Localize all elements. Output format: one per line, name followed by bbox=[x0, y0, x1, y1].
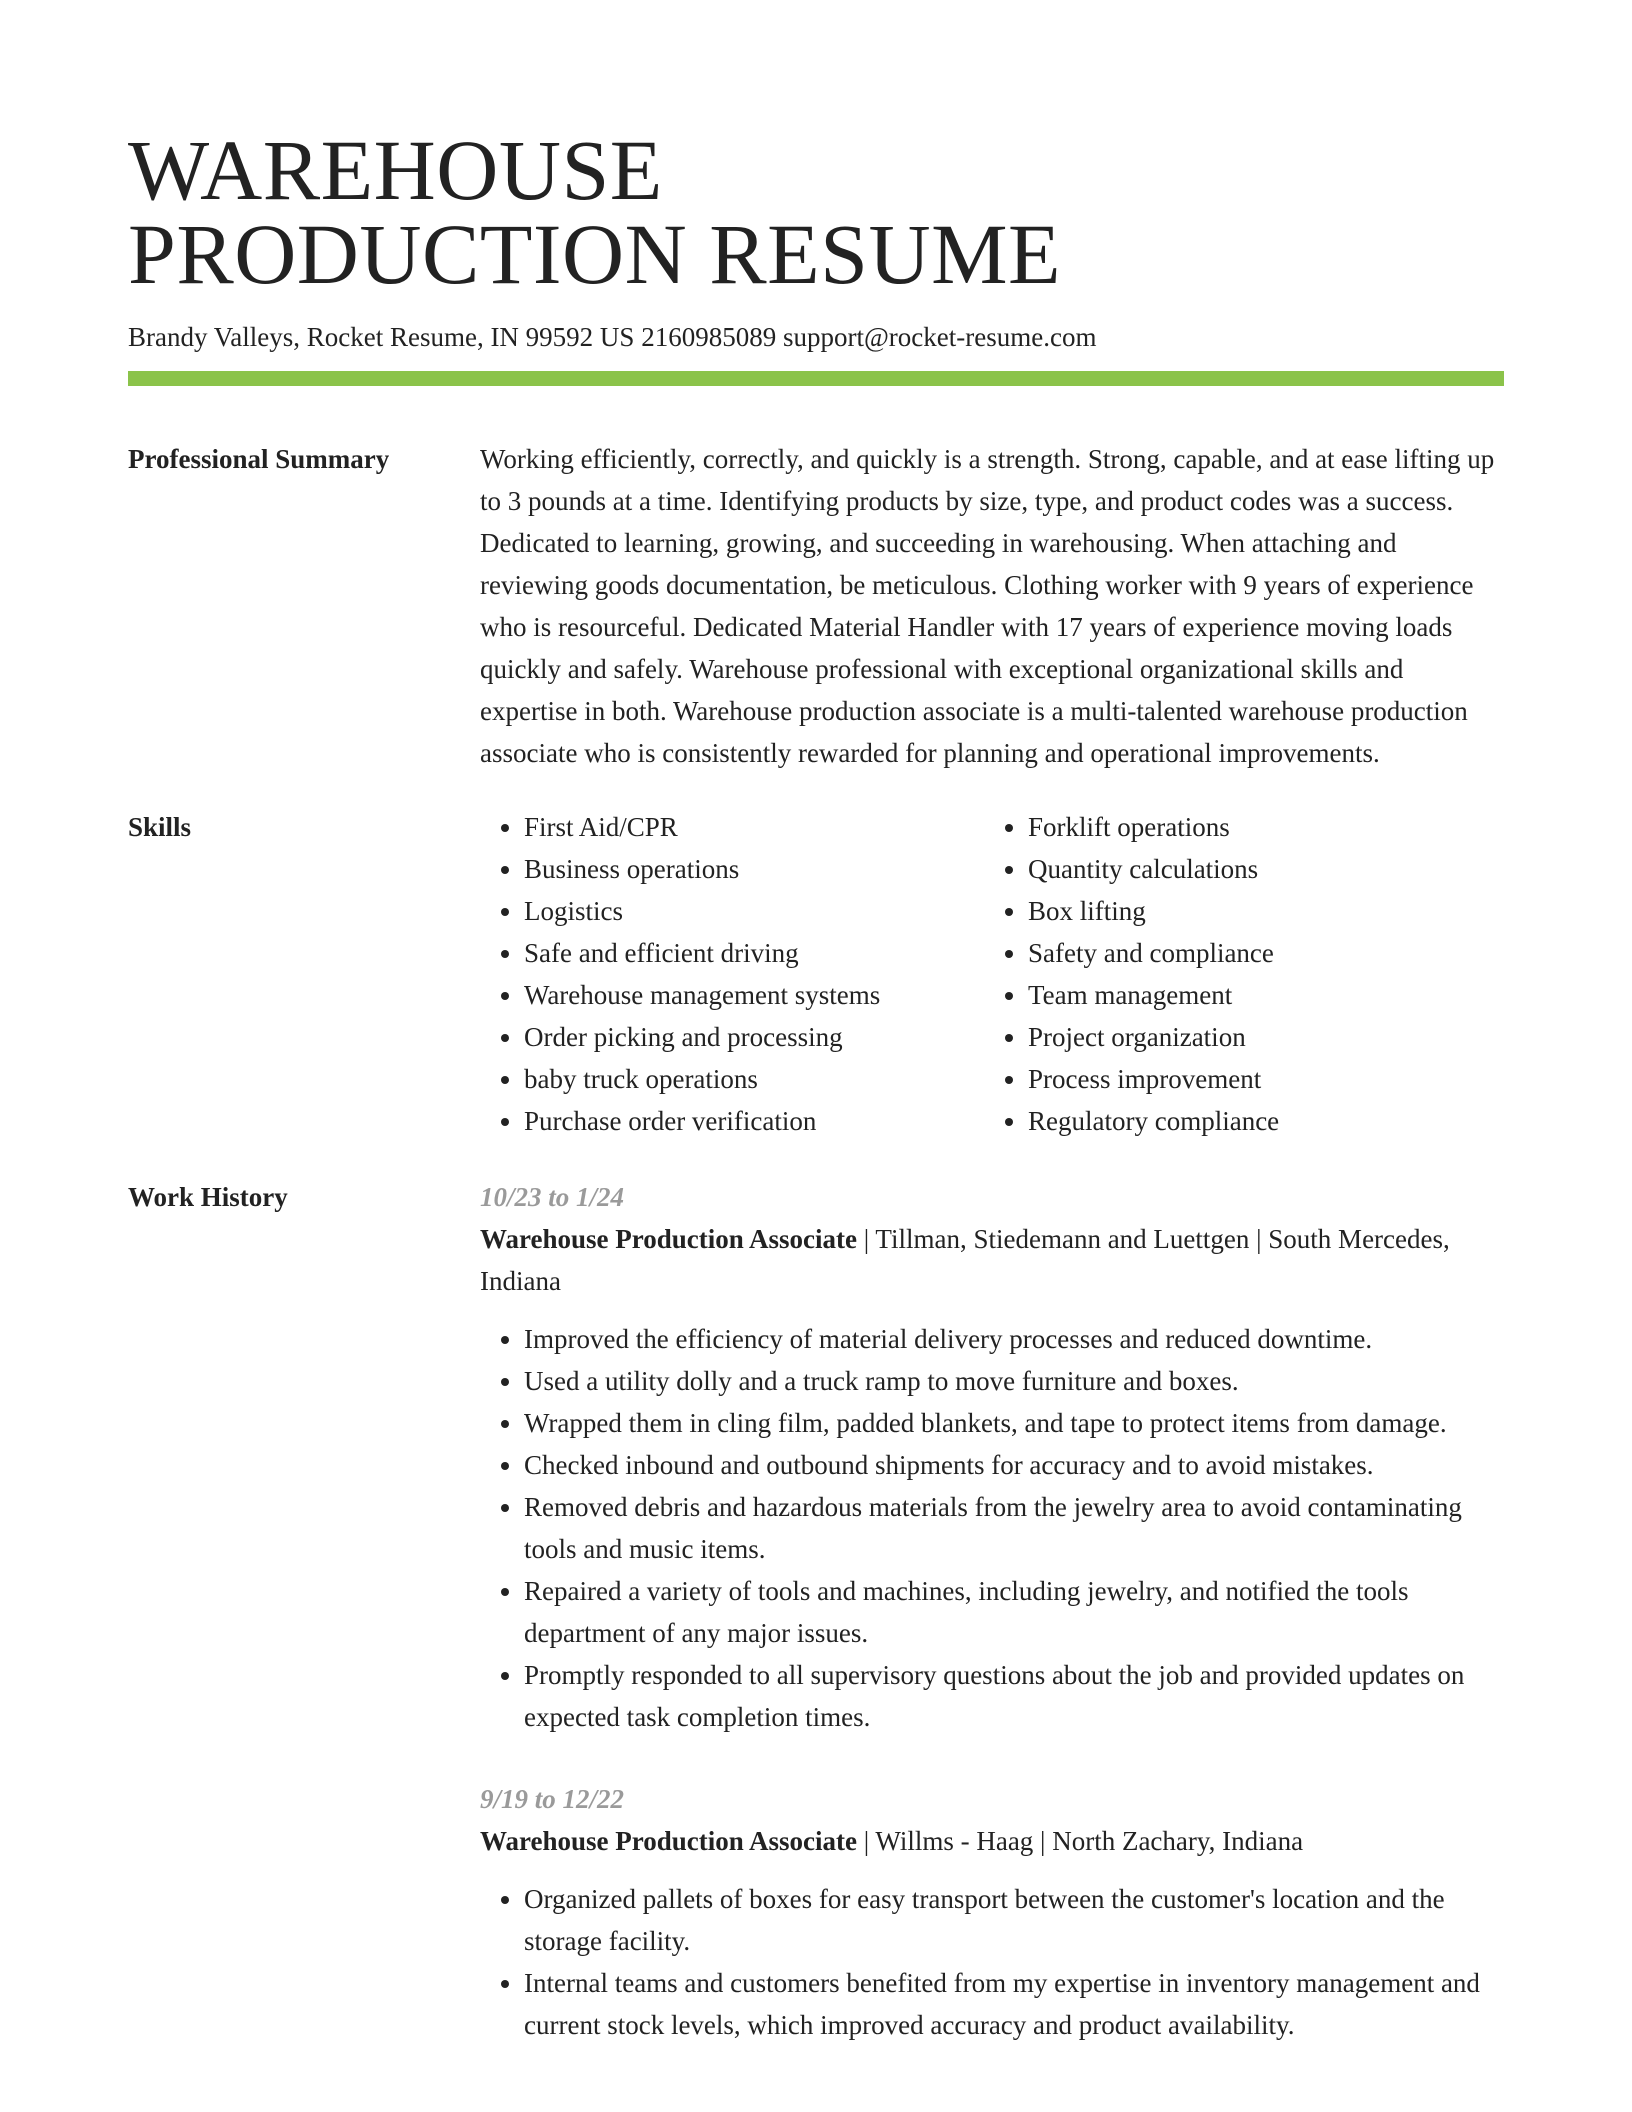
skill-item: • Warehouse management systems bbox=[524, 974, 984, 1016]
job-heading bbox=[480, 1820, 1504, 1862]
accent-divider bbox=[128, 371, 1504, 386]
skill-item: • Order picking and processing bbox=[524, 1016, 984, 1058]
job-bullet-list bbox=[480, 1318, 1504, 1738]
job-bullet: • Internal teams and customers benefited from my expertise in inventory management and current stock levels, which improved accuracy and product availability. bbox=[524, 1962, 1504, 2046]
work-history-heading: Work History bbox=[128, 1182, 288, 1212]
resume-title-line-2: PRODUCTION RESUME bbox=[128, 206, 1062, 302]
job-bullet: • Wrapped them in cling film, padded blankets, and tape to protect items from damage. bbox=[524, 1402, 1504, 1444]
job-entry bbox=[480, 1778, 1504, 2046]
job-bullet: • Repaired a variety of tools and machines, including jewelry, and notified the tools department of any major issues. bbox=[524, 1570, 1504, 1654]
job-heading bbox=[480, 1218, 1504, 1302]
job-dates: 10/23 to 1/24 bbox=[480, 1182, 625, 1212]
skill-item: • Safety and compliance bbox=[1028, 932, 1488, 974]
skills-heading: Skills bbox=[128, 812, 192, 842]
work-history-content bbox=[480, 1176, 1504, 2086]
work-history-section bbox=[128, 1176, 1504, 2086]
skill-item: • Box lifting bbox=[1028, 890, 1488, 932]
job-dates: 9/19 to 12/22 bbox=[480, 1784, 625, 1814]
summary-text: Working efficiently, correctly, and quickly is a strength. Strong, capable, and at ease lifting up to 3 pounds at a time. Identifying products by size, type, and product codes was a success. Dedicated to learning, growing, and succeeding in warehousing. When attaching and reviewing goods documentation, be meticulous. Clothing worker with 9 years of experience who is resourceful. Dedicated Material Handler with 17 years of experience moving loads quickly and safely. Warehouse professional with exceptional organizational skills and expertise in both. Warehouse production associate is a multi-talented warehouse production associate who is consistently rewarded for planning and operational improvements. bbox=[480, 444, 1495, 768]
summary-heading: Professional Summary bbox=[128, 444, 390, 474]
job-bullet-list bbox=[480, 1878, 1504, 2046]
job-title: Warehouse Production Associate bbox=[480, 1224, 858, 1254]
skill-item: • Quantity calculations bbox=[1028, 848, 1488, 890]
job-bullet: • Checked inbound and outbound shipments for accuracy and to avoid mistakes. bbox=[524, 1444, 1504, 1486]
skill-item: • Logistics bbox=[524, 890, 984, 932]
job-title: Warehouse Production Associate bbox=[480, 1826, 858, 1856]
skill-item: • Project organization bbox=[1028, 1016, 1488, 1058]
summary-content bbox=[480, 438, 1504, 774]
skill-item: • Safe and efficient driving bbox=[524, 932, 984, 974]
resume-page bbox=[128, 122, 1504, 2086]
job-entry bbox=[480, 1176, 1504, 1738]
skill-item: • Purchase order verification bbox=[524, 1100, 984, 1142]
skill-item: • Process improvement bbox=[1028, 1058, 1488, 1100]
job-details: | Willms - Haag | North Zachary, Indiana bbox=[857, 1826, 1304, 1856]
contact-info: Brandy Valleys, Rocket Resume, IN 99592 US 2160985089 support@rocket-resume.com bbox=[128, 322, 1097, 352]
skill-item: • First Aid/CPR bbox=[524, 806, 984, 848]
skill-item: • Team management bbox=[1028, 974, 1488, 1016]
skills-section bbox=[128, 806, 1504, 1142]
job-bullet: • Improved the efficiency of material delivery processes and reduced downtime. bbox=[524, 1318, 1504, 1360]
skill-item: • Business operations bbox=[524, 848, 984, 890]
job-bullet: • Used a utility dolly and a truck ramp to move furniture and boxes. bbox=[524, 1360, 1504, 1402]
job-bullet: • Removed debris and hazardous materials from the jewelry area to avoid contaminating tools and music items. bbox=[524, 1486, 1504, 1570]
job-details: | Tillman, Stiedemann and Luettgen | South Mercedes, Indiana bbox=[480, 1224, 1450, 1296]
skill-item: • Regulatory compliance bbox=[1028, 1100, 1488, 1142]
summary-section bbox=[128, 438, 1504, 774]
skill-item: • Forklift operations bbox=[1028, 806, 1488, 848]
skills-list-right bbox=[984, 806, 1488, 1142]
skill-item: • baby truck operations bbox=[524, 1058, 984, 1100]
skills-columns bbox=[480, 806, 1504, 1142]
job-bullet: • Organized pallets of boxes for easy transport between the customer's location and the storage facility. bbox=[524, 1878, 1504, 1962]
resume-title bbox=[128, 122, 1504, 302]
resume-title-line-1: WAREHOUSE bbox=[128, 122, 663, 218]
job-bullet: • Promptly responded to all supervisory questions about the job and provided updates on expected task completion times. bbox=[524, 1654, 1504, 1738]
skills-list-left bbox=[480, 806, 984, 1142]
skills-content bbox=[480, 806, 1504, 1142]
